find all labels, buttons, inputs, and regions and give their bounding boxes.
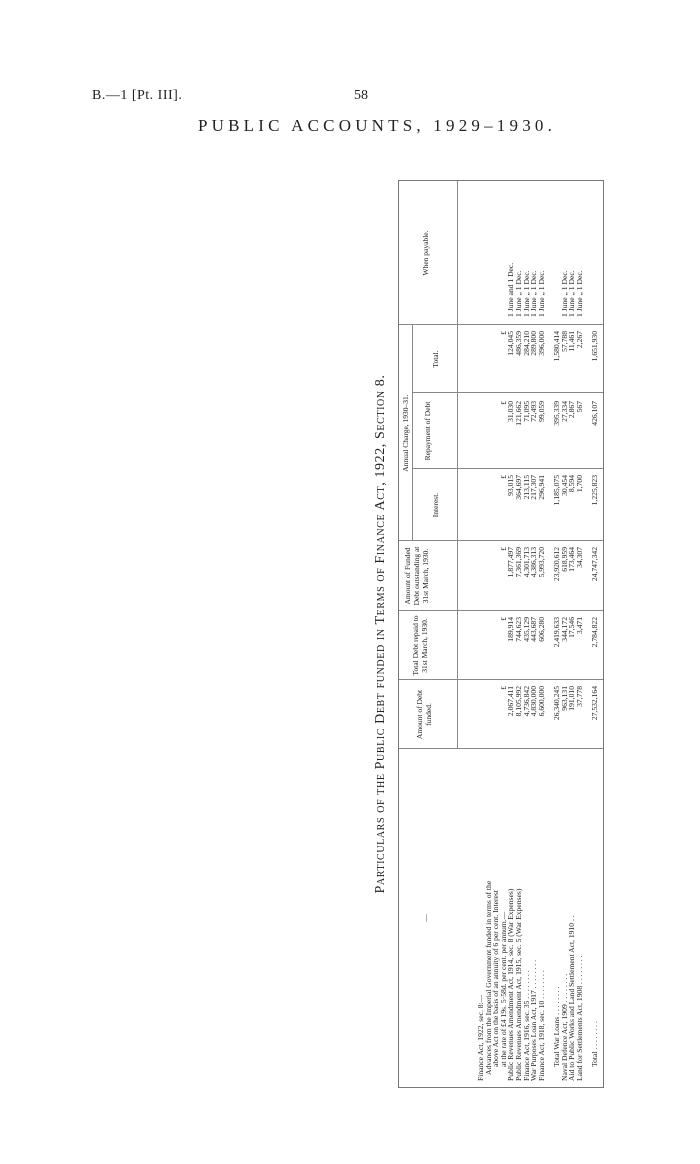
table-cell-total: 2,267	[574, 331, 584, 349]
table-cell-description: War Purposes Loan Act, 1917 . . . . . . . .	[529, 959, 539, 1081]
table-cell-amount: 2,067,411	[506, 686, 516, 717]
table-cell-interest: 8,594	[567, 475, 577, 493]
table-cell-amount: 8,105,992	[514, 686, 523, 717]
page-number: 58	[354, 88, 368, 103]
page-running-title: PUBLIC ACCOUNTS, 1929–1930.	[198, 116, 557, 135]
table-cell-repaid: 443,687	[529, 617, 539, 642]
table-cell-when: 1 June „ 1 Dec.	[559, 270, 569, 317]
table-cell-interest: 1,225,823	[590, 475, 599, 506]
table-cell-outstanding: 24,747,342	[590, 547, 599, 582]
table-cell-repayment: 71,095	[521, 401, 531, 422]
table-cell-repayment: 99,059	[536, 401, 546, 422]
table-cell-when: 1 June „ 1 Dec.	[574, 270, 584, 317]
table-cell-total: 124,045	[506, 331, 516, 356]
table-cell-repayment: 426,107	[590, 401, 599, 426]
table-cell-description: Finance Act, 1918, sec. 10 . . . . . . . .	[536, 970, 546, 1081]
table-cell-amount: 6,600,000	[536, 686, 546, 717]
header-when-payable: When payable.	[421, 230, 430, 276]
table-cell-repaid: 2,419,633	[552, 617, 561, 648]
table-cell-total: 1,580,414	[552, 331, 561, 362]
table-cell-when	[590, 185, 599, 317]
table-cell-interest: 217,307	[529, 475, 539, 500]
table-cell-description: at the rate of £4 19s. 5·58d. per cent. per annum.—	[498, 911, 508, 1067]
table-cell-repaid: 344,172	[559, 617, 569, 642]
header-repayment: Repayment of Debt	[423, 401, 432, 461]
header-annual-charge: Annual Charge, 1930–31.	[401, 394, 410, 472]
header-total-repaid: Total Debt repaid to 31st March, 1930.	[411, 615, 429, 676]
table-cell-outstanding: 5,993,720	[536, 547, 546, 578]
header-rule	[457, 181, 458, 749]
table-cell-outstanding: 1,877,497	[506, 547, 516, 578]
table-cell-when: 1 June „ 1 Dec.	[536, 270, 546, 317]
table-cell-repayment: 121,662	[514, 401, 523, 426]
table-cell-description: Finance Act, 1922, sec. 8:—	[476, 994, 485, 1081]
table-cell-repayment: 395,339	[552, 401, 561, 426]
table-cell-description: Total . . . . . . . .	[590, 1021, 599, 1067]
table-cell-amount: 4,830,000	[529, 686, 539, 717]
table-cell-outstanding: 7,361,369	[514, 547, 523, 578]
table-cell-description: Naval Defence Act, 1909 . . . . . . . .	[559, 973, 569, 1081]
table-cell-interest: 93,015	[506, 475, 516, 496]
header-total: Total.	[431, 350, 440, 368]
table-cell-repaid: 606,280	[536, 617, 546, 642]
table-cell-amount: 37,778	[574, 686, 584, 707]
table-cell-repaid: 2,784,822	[590, 617, 599, 648]
table-cell-amount: 27,532,164	[590, 686, 599, 721]
table-cell-outstanding: 4,386,313	[529, 547, 539, 578]
table-cell-when: 1 June „ 1 Dec.	[521, 270, 531, 317]
table-cell-repayment: 567	[574, 401, 584, 413]
table-cell-when: 1 June „ 1 Dec.	[529, 270, 539, 317]
page-header-reference: B.—1 [Pt. III].	[92, 88, 183, 103]
header-interest: Interest.	[431, 492, 440, 518]
table-cell-total: 486,359	[514, 331, 523, 356]
table-cell-amount: 4,736,842	[521, 686, 531, 717]
table-cell-interest: £	[498, 475, 508, 479]
table-cell-interest: 296,941	[536, 475, 546, 500]
table-cell-total: 11,461	[567, 331, 577, 352]
header-rule	[412, 325, 413, 541]
table-cell-total: £	[498, 331, 508, 335]
table-cell-interest: 1,700	[574, 475, 584, 493]
header-amount-funded: Amount of Debt funded.	[415, 689, 433, 740]
table-cell-interest: 1,185,075	[552, 475, 561, 506]
debt-table	[398, 180, 604, 1088]
table-cell-amount: 26,340,245	[552, 686, 561, 721]
table-cell-repayment: 72,493	[529, 401, 539, 422]
table-cell-repaid: 3,471	[574, 617, 584, 635]
table-cell-when: 1 June „ 1 Dec.	[567, 270, 577, 317]
table-cell-repaid: 435,129	[521, 617, 531, 642]
table-cell-repayment: 2,867	[567, 401, 577, 419]
table-cell-outstanding: 618,959	[559, 547, 569, 572]
table-cell-repaid: 17,546	[567, 617, 577, 638]
table-cell-outstanding: 23,920,612	[552, 547, 561, 582]
table-cell-interest: 30,454	[559, 475, 569, 496]
table-cell-repayment: 27,334	[559, 401, 569, 422]
table-cell-description: Public Revenues Amendment Act, 1915, sec. 5 (War Expenses)	[514, 888, 523, 1081]
table-cell-when: 1 June and 1 Dec.	[506, 262, 516, 317]
table-cell-description: above Act on the basis of an annuity of 6 per cent. Interest	[491, 890, 501, 1067]
table-cell-outstanding: 173,464	[567, 547, 577, 572]
header-outstanding: Amount of Funded Debt outstanding at 31st March, 1930.	[403, 546, 430, 606]
table-cell-description: Aid to Public Works and Land Settlement Act, 1910 . .	[567, 915, 577, 1081]
table-cell-total: 284,210	[521, 331, 531, 356]
table-cell-interest: 364,697	[514, 475, 523, 500]
table-row	[590, 181, 599, 1087]
table-cell-repaid: 189,914	[506, 617, 516, 642]
table-cell-description: Total War Loans . . . . . . . .	[552, 986, 561, 1067]
table-cell-repayment: 31,030	[506, 401, 516, 422]
table-cell-outstanding: 4,301,713	[521, 547, 531, 578]
table-cell-description: Finance Act, 1916, sec. 35 . . . . . . . .	[521, 970, 531, 1081]
rotated-table-block	[373, 180, 609, 1088]
table-cell-description: Advances from the Imperial Government funded in terms of the	[483, 880, 493, 1075]
table-cell-outstanding: 34,307	[574, 547, 584, 568]
table-cell-repayment: £	[498, 401, 508, 405]
table-cell-description: Land for Settlements Act, 1908 . . . . . . . .	[574, 955, 584, 1081]
table-cell-when: 1 June „ 1 Dec.	[514, 270, 523, 317]
table-cell-total: 57,788	[559, 331, 569, 352]
table-cell-description: Public Revenues Amendment Act, 1914, sec. 8 (War Expenses)	[506, 888, 516, 1081]
table-cell-repaid: £	[498, 617, 508, 621]
table-cell-interest: 213,115	[521, 475, 531, 500]
table-cell-repaid: 744,623	[514, 617, 523, 642]
table-cell-total: 289,800	[529, 331, 539, 356]
table-cell-total: 1,651,930	[590, 331, 599, 362]
table-cell-amount: £	[498, 686, 508, 690]
header-description: —	[421, 914, 430, 922]
table-cell-amount: 963,131	[559, 686, 569, 711]
table-cell-total: 396,000	[536, 331, 546, 356]
table-caption: Particulars of the Public Debt funded in Terms of Finance Act, 1922, Section 8.	[373, 374, 388, 894]
table-cell-amount: 191,010	[567, 686, 577, 711]
table-cell-outstanding: £	[498, 547, 508, 551]
